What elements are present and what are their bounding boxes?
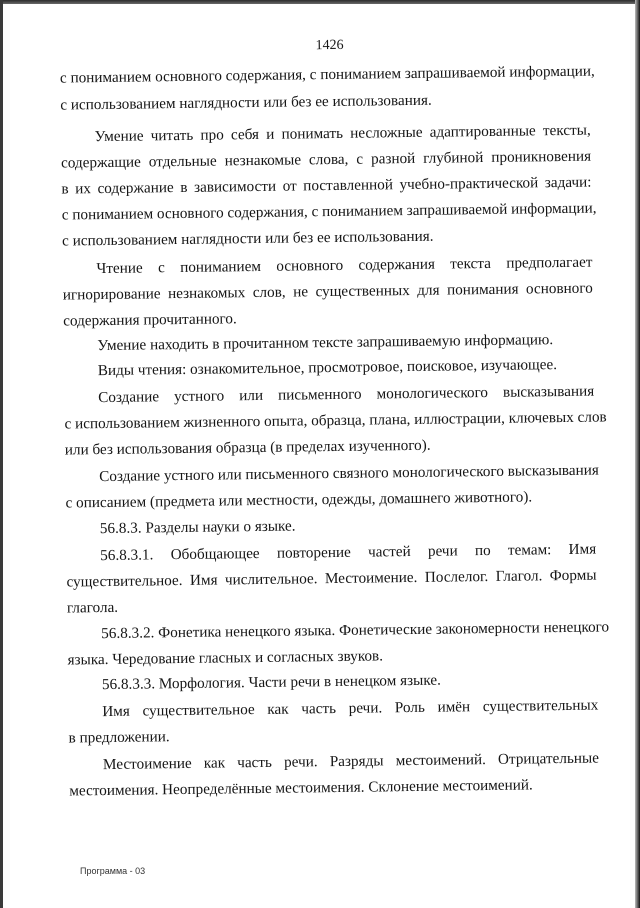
text-line: местоимения. Неопределённые местоимения. Склонение местоимений.	[69, 776, 533, 800]
text-line: с использованием жизненного опыта, образца, плана, иллюстрации, ключевых слов	[64, 408, 607, 433]
text-line: Создание устного или письменного монологического высказывания	[98, 382, 595, 407]
text-line: в предложении.	[68, 728, 170, 747]
scan-edge-top	[0, 0, 640, 4]
text-line: Умение находить в прочитанном тексте запрашиваемую информацию.	[97, 331, 554, 355]
text-line: в их содержание в зависимости от поставленной учебно-практической задачи:	[61, 173, 592, 198]
text-line: 56.8.3.3. Морфология. Части речи в ненецком языке.	[101, 671, 441, 694]
text-line: содержащие отдельные незнакомые слова, с разной глубиной проникновения	[60, 147, 592, 172]
text-line: языка. Чередование гласных и согласных звуков.	[67, 647, 384, 669]
text-line: Виды чтения: ознакомительное, просмотровое, поисковое, изучающее.	[97, 356, 558, 380]
text-line: игнорирование незнакомых слов, не существенных для понимания основного	[62, 279, 593, 304]
text-line: с использованием наглядности или без ее использования.	[60, 91, 432, 114]
text-line: с использованием наглядности или без ее использования.	[61, 227, 434, 250]
text-line: 56.8.3.2. Фонетика ненецкого языка. Фонетические закономерности ненецкого	[101, 618, 610, 643]
text-line: Умение читать про себя и понимать несложные адаптированные тексты,	[94, 121, 591, 146]
text-line: существительное. Имя числительное. Местоимение. Послелог. Глагол. Формы	[66, 566, 597, 591]
text-line: 56.8.3.1. Обобщающее повторение частей речи по темам: Имя	[100, 540, 597, 565]
text-line: или без использования образца (в пределах изученного).	[64, 436, 431, 459]
page-number: 1426	[315, 37, 344, 54]
text-line: с описанием (предмета или местности, одежды, домашнего животного).	[65, 488, 533, 512]
text-line: Местоимение как часть речи. Разряды местоимений. Отрицательные	[102, 749, 600, 774]
scan-edge-left	[0, 0, 3, 908]
text-line: глагола.	[66, 598, 119, 617]
scan-edge-right	[635, 0, 640, 908]
text-line: Имя существительное как часть речи. Роль имён существительных	[102, 696, 599, 721]
text-line: Чтение с пониманием основного содержания текста предполагает	[96, 253, 593, 278]
text-line: с пониманием основного содержания, с пониманием запрашиваемой информации,	[61, 199, 597, 224]
text-line: содержания прочитанного.	[63, 310, 237, 330]
text-line: Создание устного или письменного связного монологического высказывания	[99, 461, 599, 486]
page-footer: Программа - 03	[80, 866, 146, 876]
text-line: 56.8.3. Разделы науки о языке.	[99, 517, 296, 538]
text-line: с пониманием основного содержания, с пониманием запрашиваемой информации,	[59, 62, 595, 87]
